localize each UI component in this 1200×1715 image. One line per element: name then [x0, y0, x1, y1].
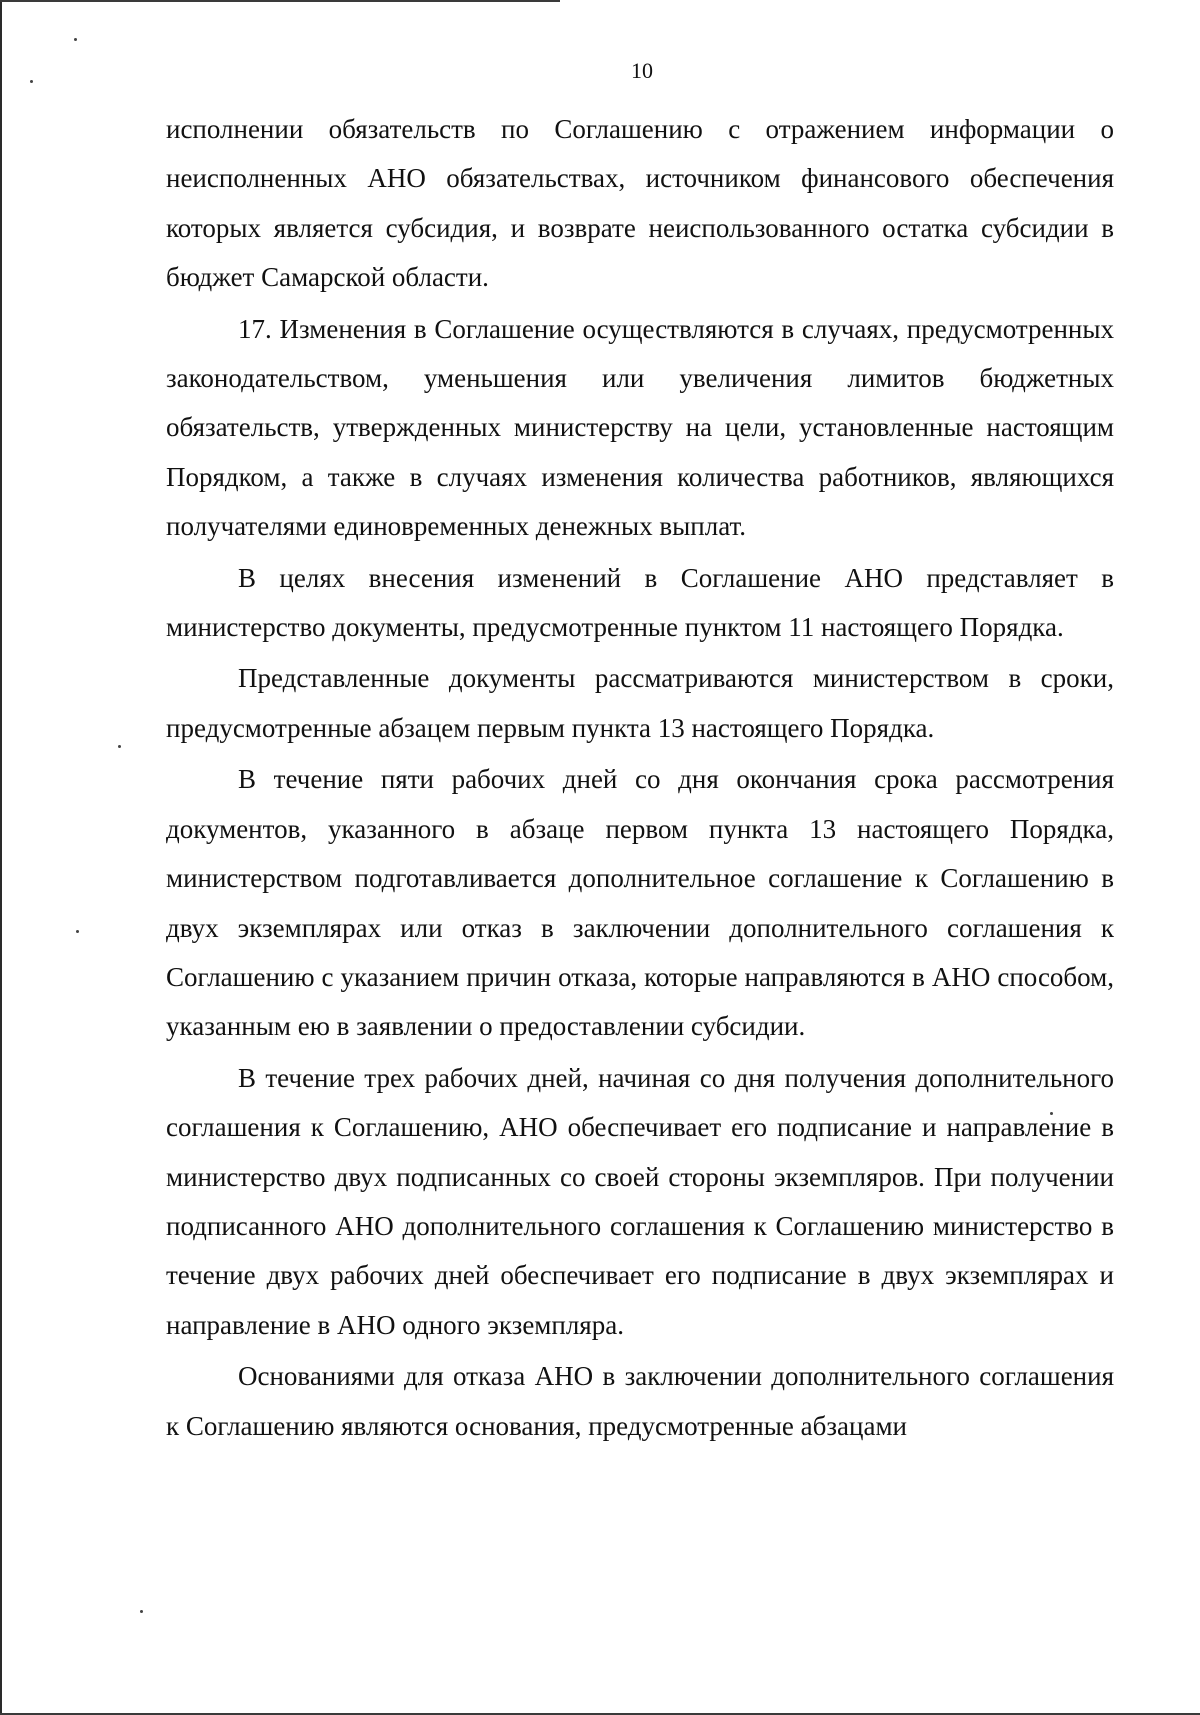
document-body: [166, 105, 1114, 1451]
paragraph: Представленные документы рассматриваются министерством в сроки, предусмотренные абзацем первым пункта 13 настоящего Порядка.: [166, 663, 1114, 743]
paragraph: В течение трех рабочих дней, начиная со дня получения дополнительного соглашения к Соглашению, АНО обеспечивает его подписание и направление в министерство двух подписанных со своей стороны экземпляров. При получении подписанного АНО дополнительного соглашения к Соглашению министерство в течение двух рабочих дней обеспечивает его подписание в двух экземплярах и направление в АНО одного экземпляра.: [166, 1062, 1114, 1340]
scan-edge-top: [0, 0, 560, 2]
paragraph: Основаниями для отказа АНО в заключении дополнительного соглашения к Соглашению являются основания, предусмотренные абзацами: [166, 1361, 1114, 1441]
scan-speck: [74, 38, 77, 41]
paragraph: В течение пяти рабочих дней со дня окончания срока рассмотрения документов, указанного в абзаце первом пункта 13 настоящего Порядка, министерством подготавливается дополнительное соглашение к Соглашению в двух экземплярах или отказ в заключении дополнительного соглашения к Соглашению с указанием причин отказа, которые направляются в АНО способом, указанным ею в заявлении о предоставлении субсидии.: [166, 764, 1114, 1042]
paragraph: 17. Изменения в Соглашение осуществляются в случаях, предусмотренных законодательством, уменьшения или увеличения лимитов бюджетных обязательств, утвержденных министерству на цели, установленные настоящим Порядком, а также в случаях изменения количества работников, являющихся получателями единовременных денежных выплат.: [166, 313, 1114, 542]
scan-speck: [140, 1610, 143, 1613]
paragraph: исполнении обязательств по Соглашению с отражением информации о неисполненных АНО обязательствах, источником финансового обеспечения которых является субсидия, и возврате неиспользованного остатка субсидии в бюджет Самарской области.: [166, 114, 1114, 293]
paragraph: В целях внесения изменений в Соглашение АНО представляет в министерство документы, предусмотренные пунктом 11 настоящего Порядка.: [166, 562, 1114, 643]
scan-speck: [118, 745, 121, 748]
scan-edge-left: [0, 0, 2, 1715]
scan-speck: [76, 930, 79, 933]
page-number: 10: [631, 58, 653, 83]
